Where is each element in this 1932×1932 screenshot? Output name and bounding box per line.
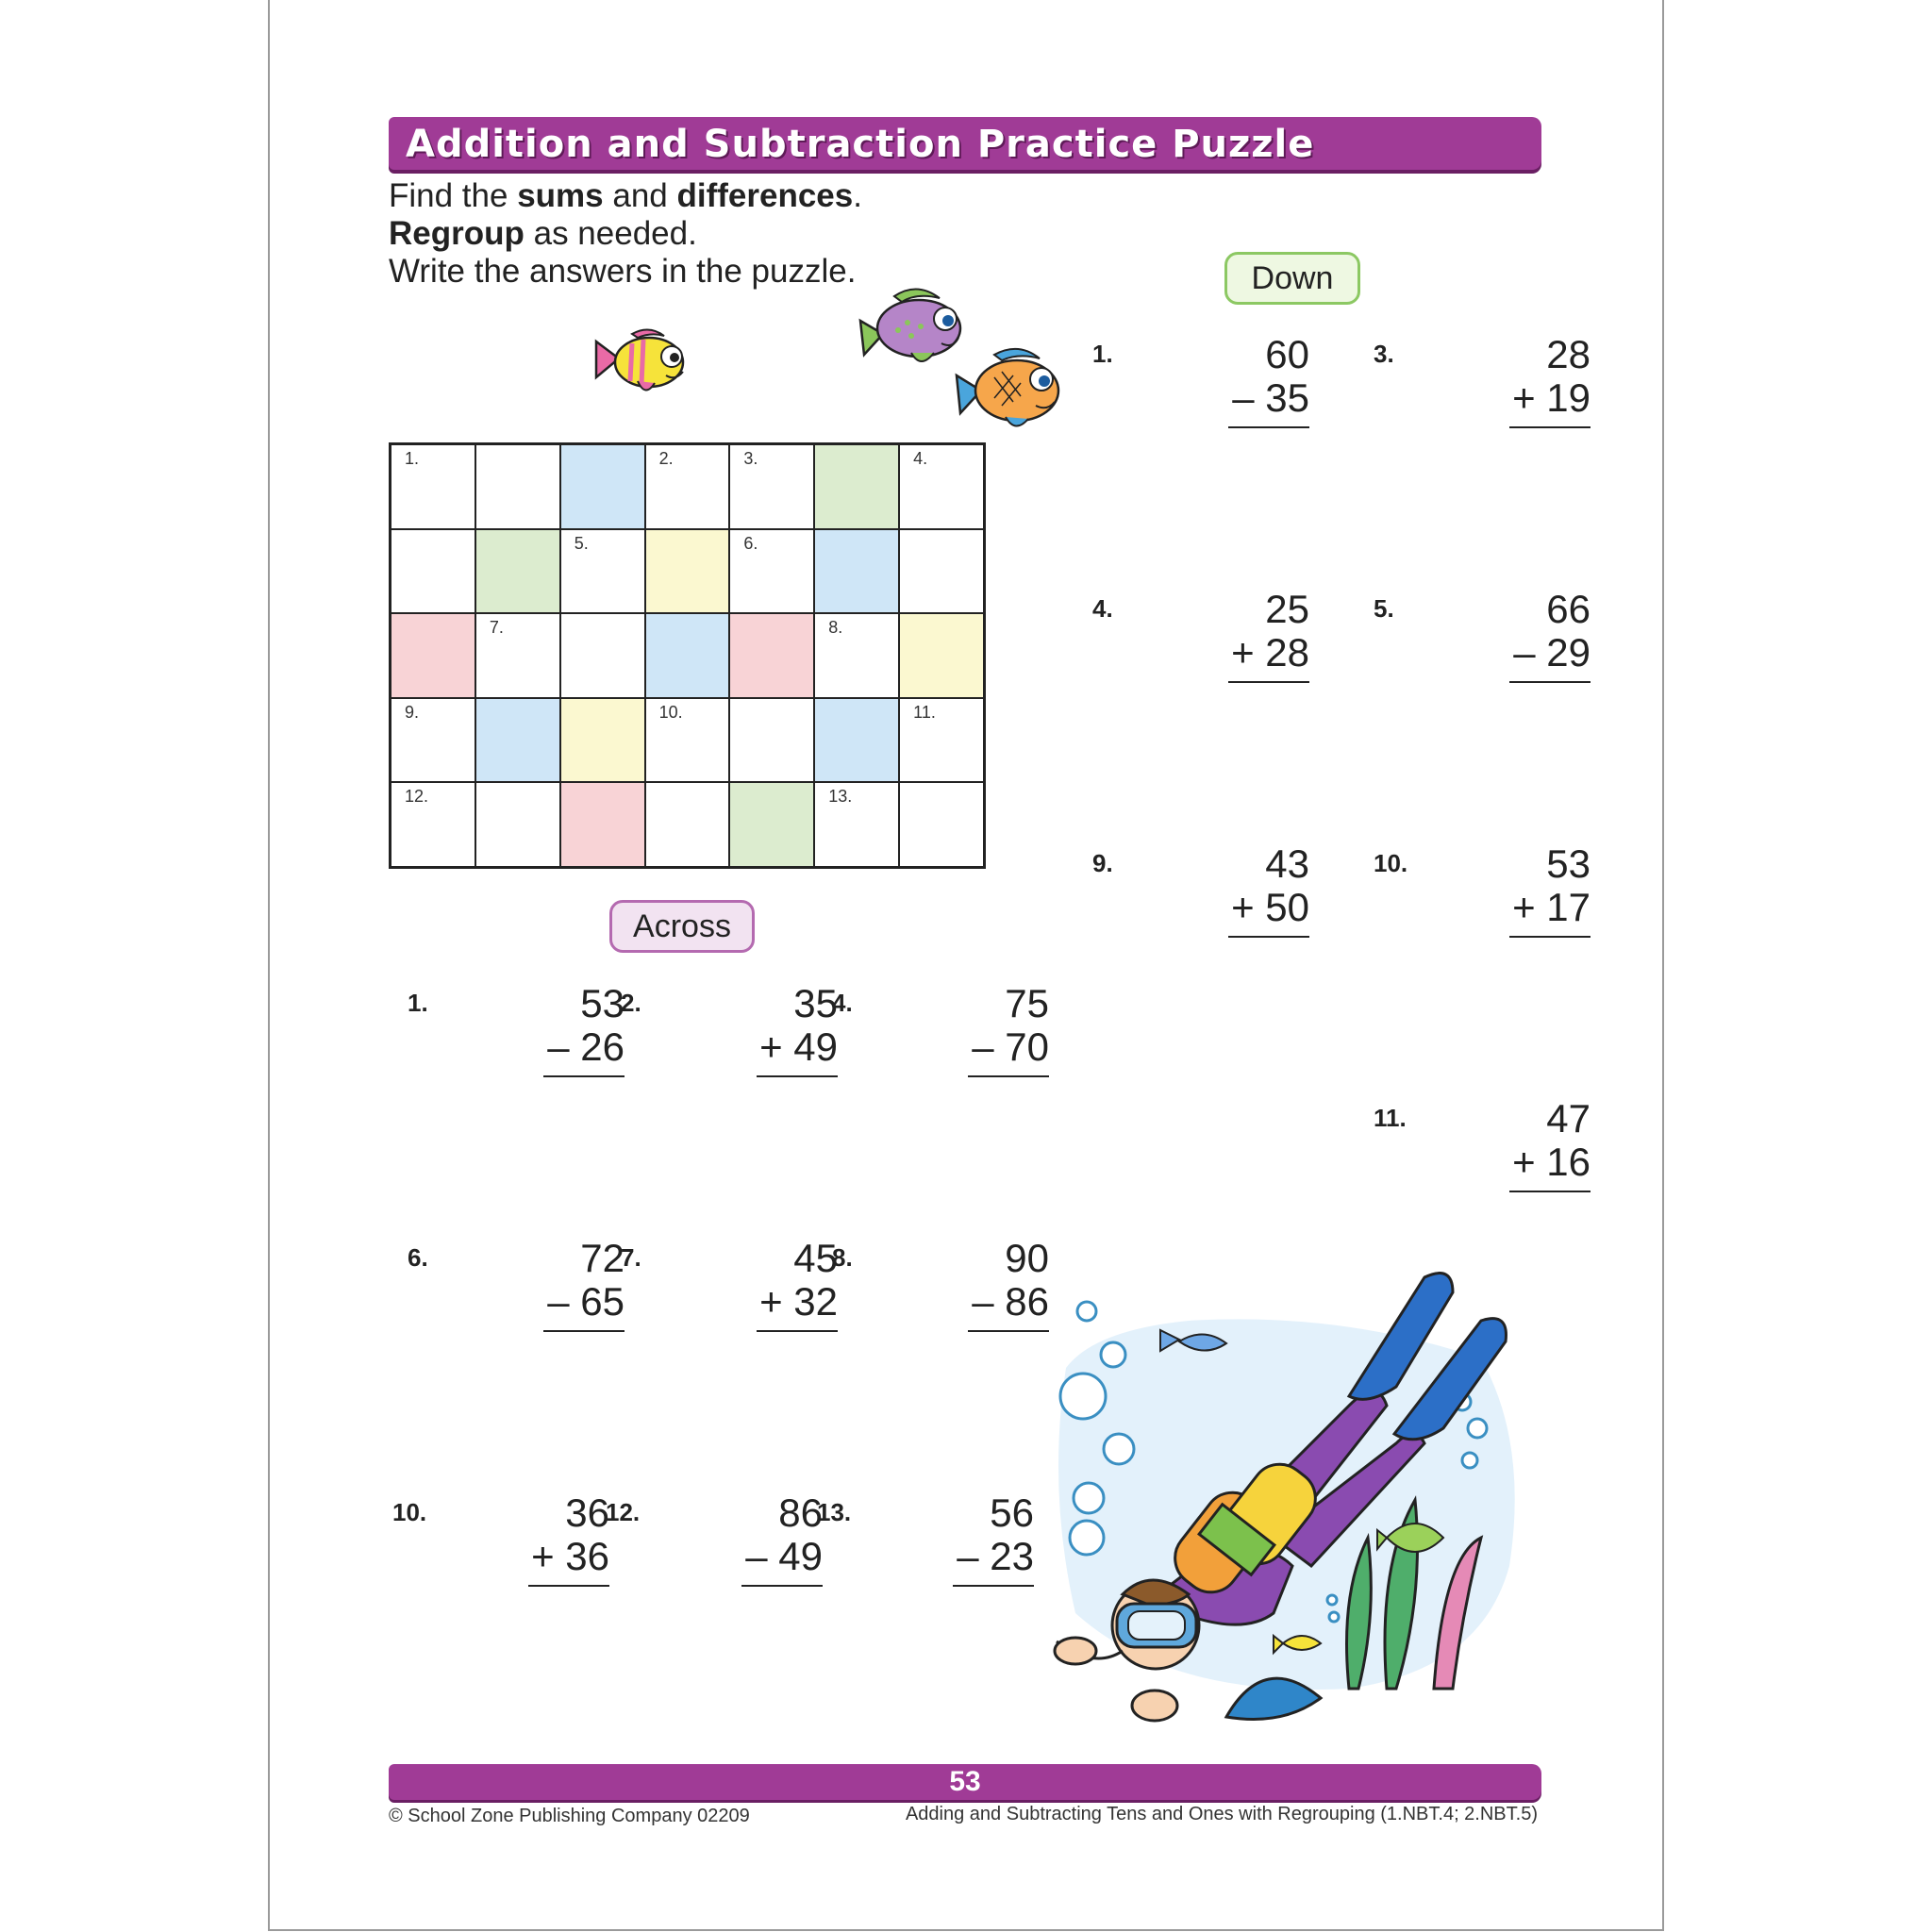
down-problem: [1092, 841, 1309, 945]
answer-line: [953, 1585, 1034, 1587]
grid-cell[interactable]: [475, 529, 560, 614]
clue-number: 6.: [743, 533, 758, 553]
grid-cell[interactable]: [560, 782, 645, 867]
across-label: Across: [609, 900, 755, 953]
grid-cell[interactable]: [814, 698, 899, 783]
addend-top: 56: [990, 1491, 1034, 1535]
down-problem: [1092, 332, 1309, 436]
addend-top: 90: [1005, 1236, 1049, 1280]
down-problem: [1374, 332, 1591, 436]
grid-cell[interactable]: [560, 613, 645, 698]
instruction-line-2: Regroup as needed.: [389, 215, 697, 252]
down-label: Down: [1224, 252, 1360, 305]
grid-cell[interactable]: [475, 782, 560, 867]
grid-cell[interactable]: [814, 444, 899, 529]
down-problem: [1374, 587, 1591, 691]
grid-cell[interactable]: [899, 444, 984, 529]
addend-top: 47: [1546, 1096, 1591, 1141]
addend-bottom: – 29: [1513, 630, 1591, 675]
answer-line: [757, 1075, 838, 1077]
problem-number: 10.: [392, 1498, 427, 1526]
grid-cell[interactable]: [899, 613, 984, 698]
grid-cell[interactable]: [475, 698, 560, 783]
grid-cell[interactable]: [475, 444, 560, 529]
clue-number: 8.: [828, 618, 843, 638]
page-number: 53: [949, 1766, 981, 1797]
addend-bottom: + 28: [1231, 630, 1309, 675]
problem-number: 5.: [1374, 594, 1394, 623]
addend-top: 60: [1265, 332, 1309, 376]
answer-line: [741, 1585, 823, 1587]
addend-bottom: + 32: [759, 1279, 838, 1324]
topic-text: Adding and Subtracting Tens and Ones with Regrouping (1.NBT.4; 2.NBT.5): [905, 1804, 1538, 1824]
addend-bottom: – 35: [1232, 375, 1309, 420]
problem-number: 13.: [817, 1498, 852, 1526]
grid-cell[interactable]: [560, 698, 645, 783]
grid-cell[interactable]: [645, 529, 730, 614]
across-problem: [832, 981, 1049, 1085]
grid-cell[interactable]: [391, 444, 475, 529]
addend-top: 45: [793, 1236, 838, 1280]
copyright-text: © School Zone Publishing Company 02209: [389, 1806, 750, 1826]
answer-line: [543, 1330, 625, 1332]
clue-number: 4.: [913, 449, 928, 468]
problem-number: 8.: [832, 1243, 853, 1272]
addend-top: 72: [580, 1236, 625, 1280]
problem-number: 3.: [1374, 340, 1394, 368]
grid-cell[interactable]: [899, 529, 984, 614]
addend-bottom: + 50: [1231, 885, 1309, 929]
answer-line: [1228, 426, 1309, 428]
problem-number: 10.: [1374, 849, 1408, 877]
across-problem: [408, 1236, 625, 1340]
addend-bottom: + 36: [531, 1534, 609, 1578]
across-problem: [817, 1491, 1034, 1594]
grid-cell[interactable]: [899, 782, 984, 867]
addend-bottom: + 16: [1512, 1140, 1591, 1184]
grid-cell[interactable]: [814, 529, 899, 614]
addend-top: 43: [1265, 841, 1309, 886]
orange-fish-icon: [953, 343, 1066, 434]
clue-number: 7.: [489, 618, 504, 638]
grid-cell[interactable]: [729, 782, 814, 867]
answer-line: [1228, 681, 1309, 683]
addend-top: 36: [565, 1491, 609, 1535]
yellow-fish-icon: [592, 325, 698, 402]
addend-top: 35: [793, 981, 838, 1025]
clue-number: 11.: [913, 702, 936, 722]
addend-bottom: – 26: [547, 1024, 625, 1069]
problem-number: 9.: [1092, 849, 1113, 877]
clue-number: 12.: [405, 787, 429, 807]
problem-number: 4.: [1092, 594, 1113, 623]
problem-number: 7.: [621, 1243, 641, 1272]
across-problem: [408, 981, 625, 1085]
addend-top: 66: [1546, 587, 1591, 631]
addend-bottom: – 70: [972, 1024, 1049, 1069]
title-banner: [389, 117, 1541, 170]
answer-line: [968, 1075, 1049, 1077]
problem-number: 11.: [1374, 1104, 1407, 1132]
grid-cell[interactable]: [391, 613, 475, 698]
problem-number: 2.: [621, 989, 641, 1017]
answer-line: [1509, 681, 1591, 683]
addend-bottom: – 49: [745, 1534, 823, 1578]
addend-top: 53: [580, 981, 625, 1025]
addend-top: 86: [778, 1491, 823, 1535]
crossword-grid: [389, 442, 986, 869]
addend-top: 28: [1546, 332, 1591, 376]
grid-cell[interactable]: [475, 613, 560, 698]
answer-line: [543, 1075, 625, 1077]
instruction-line-1: Find the sums and differences.: [389, 177, 862, 214]
grid-cell[interactable]: [391, 698, 475, 783]
instruction-line-3: Write the answers in the puzzle.: [389, 253, 857, 290]
problem-number: 6.: [408, 1243, 428, 1272]
grid-cell[interactable]: [729, 613, 814, 698]
answer-line: [528, 1585, 609, 1587]
addend-bottom: – 86: [972, 1279, 1049, 1324]
problem-number: 1.: [1092, 340, 1113, 368]
grid-cell[interactable]: [814, 782, 899, 867]
clue-number: 9.: [405, 702, 420, 722]
problem-number: 4.: [832, 989, 853, 1017]
down-problem: [1092, 587, 1309, 691]
answer-line: [1228, 936, 1309, 938]
grid-cell[interactable]: [645, 613, 730, 698]
grid-cell[interactable]: [899, 698, 984, 783]
grid-cell[interactable]: [645, 444, 730, 529]
answer-line: [1509, 936, 1591, 938]
grid-cell[interactable]: [814, 613, 899, 698]
clue-number: 13.: [828, 787, 853, 807]
across-problem: [606, 1491, 823, 1594]
problem-number: 1.: [408, 989, 428, 1017]
clue-number: 3.: [743, 449, 758, 468]
answer-line: [1509, 426, 1591, 428]
across-problem: [621, 1236, 838, 1340]
addend-bottom: + 19: [1512, 375, 1591, 420]
clue-number: 2.: [658, 449, 674, 468]
addend-bottom: – 23: [957, 1534, 1034, 1578]
addend-bottom: + 49: [759, 1024, 838, 1069]
down-problem: [1374, 841, 1591, 945]
clue-number: 10.: [658, 702, 683, 722]
addend-bottom: + 17: [1512, 885, 1591, 929]
grid-cell[interactable]: [560, 444, 645, 529]
problem-number: 12.: [606, 1498, 641, 1526]
grid-cell[interactable]: [645, 782, 730, 867]
page-title: Addition and Subtraction Practice Puzzle: [406, 123, 1315, 166]
grid-cell[interactable]: [391, 529, 475, 614]
grid-cell[interactable]: [645, 698, 730, 783]
grid-cell[interactable]: [729, 529, 814, 614]
grid-cell[interactable]: [729, 698, 814, 783]
across-problem: [832, 1236, 1049, 1340]
answer-line: [1509, 1191, 1591, 1192]
across-problem: [392, 1491, 609, 1594]
answer-line: [757, 1330, 838, 1332]
grid-cell[interactable]: [391, 782, 475, 867]
grid-cell[interactable]: [560, 529, 645, 614]
grid-cell[interactable]: [729, 444, 814, 529]
addend-bottom: – 65: [547, 1279, 625, 1324]
clue-number: 1.: [405, 449, 420, 468]
scuba-diver-illustration: [1038, 1255, 1547, 1745]
addend-top: 53: [1546, 841, 1591, 886]
clue-number: 5.: [574, 533, 589, 553]
across-problem: [621, 981, 838, 1085]
footer-banner: [389, 1764, 1541, 1800]
addend-top: 75: [1005, 981, 1049, 1025]
down-problem: [1374, 1096, 1591, 1200]
addend-top: 25: [1265, 587, 1309, 631]
